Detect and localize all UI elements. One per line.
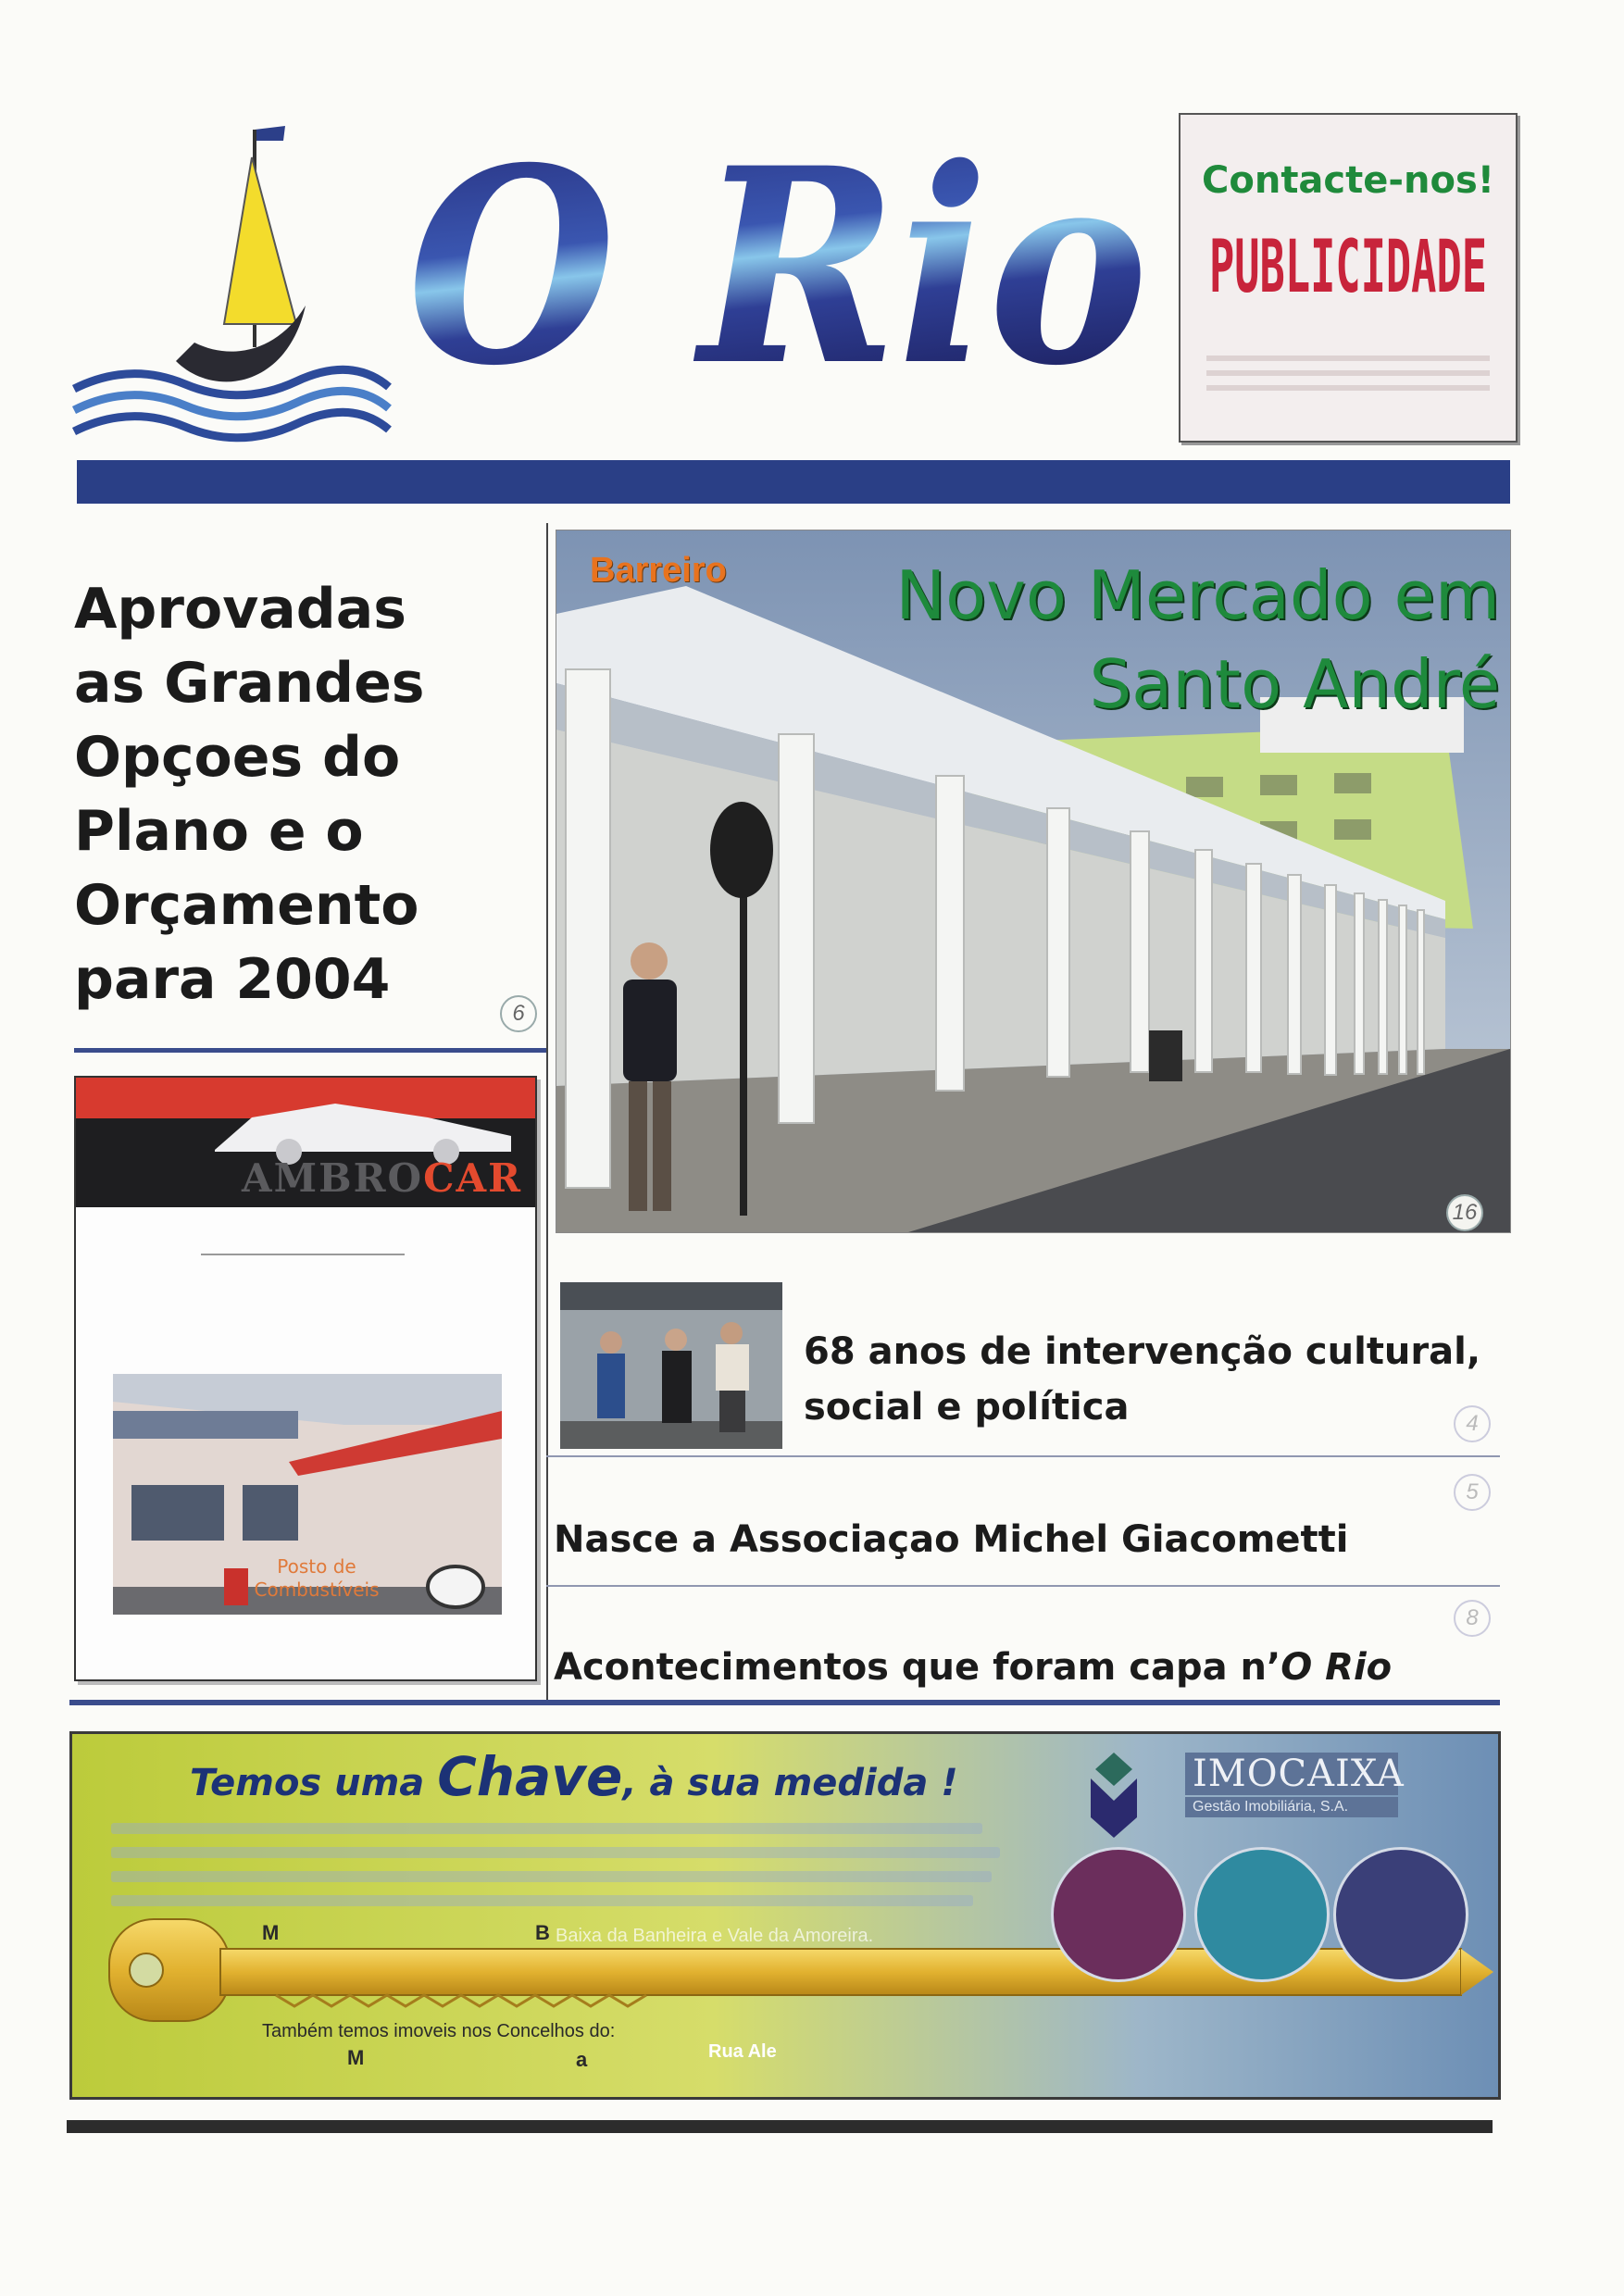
svg-text:PUBLICIDADE: PUBLICIDADE: [1209, 226, 1487, 309]
station-sign: Posto de: [277, 1555, 356, 1578]
masthead-logo: [74, 93, 1148, 444]
price-circle-1: [1051, 1847, 1186, 1982]
footer-rule: [67, 2120, 1493, 2133]
car-icon: [215, 1085, 520, 1159]
masthead-title: O Rio: [407, 110, 1148, 425]
people-photo[interactable]: [560, 1282, 782, 1449]
imocaixa-brand: IMOCAIXA Gestão Imobiliária, S.A.: [1185, 1753, 1398, 1817]
ad-locations: Baixa da Banheira e Vale da Amoreira.: [556, 1926, 874, 1946]
ad-letter-b: B: [535, 1921, 550, 1944]
gas-station-photo: [113, 1374, 502, 1615]
story-headline-giacometti[interactable]: Nasce a Associaçao Michel Giacometti: [554, 1518, 1349, 1561]
story-headline-acontecimentos[interactable]: Acontecimentos que foram capa n’O Rio: [554, 1646, 1393, 1689]
key-ad-headline: Temos uma Chave, à sua medida !: [190, 1745, 958, 1808]
page-number: 6: [500, 995, 537, 1032]
contact-details-faded: [1206, 346, 1490, 400]
section-label: Barreiro: [590, 551, 727, 590]
ad-body-text-faded: [111, 1810, 1018, 1919]
contact-title: Contacte-nos!: [1202, 159, 1494, 202]
story-rule: [546, 1455, 1500, 1457]
ad-letter-a: a: [576, 2048, 588, 2071]
page-number: 4: [1454, 1405, 1491, 1442]
column-divider: [546, 523, 548, 1703]
price-circle-2: [1194, 1847, 1330, 1982]
feature-headline[interactable]: Novo Mercado em Santo André: [895, 556, 1500, 723]
ad-also-text: Também temos imoveis nos Concelhos do:: [262, 2021, 616, 2041]
masthead-rule: [77, 460, 1510, 504]
ad-letter-m: M: [262, 1921, 280, 1944]
ad-letter-m2: M: [347, 2046, 365, 2069]
boat-sail-icon: [224, 157, 296, 324]
svg-text:Combustíveis: Combustíveis: [254, 1578, 380, 1601]
page-number: 16: [1446, 1194, 1483, 1231]
advertising-contact-box[interactable]: [1179, 113, 1518, 443]
car-dealer-name: AMBROCAR: [242, 1155, 522, 1201]
story-headline-68-anos[interactable]: 68 anos de intervenção cultural, social e política: [804, 1330, 1481, 1429]
story-rule: [546, 1585, 1500, 1587]
ad-street: Rua Ale: [708, 2041, 777, 2062]
page-number: 5: [1454, 1474, 1491, 1511]
section-rule: [69, 1700, 1500, 1705]
page-number: 8: [1454, 1600, 1491, 1637]
column-rule: [74, 1048, 546, 1053]
boat-flag: [255, 126, 285, 141]
car-dealer-ad[interactable]: [74, 1076, 537, 1681]
main-headline[interactable]: Aprovadas as Grandes Opçoes do Plano e o Orçamento para 2004: [74, 577, 425, 1012]
advertising-label: [1197, 204, 1499, 324]
price-circle-3: [1333, 1847, 1468, 1982]
